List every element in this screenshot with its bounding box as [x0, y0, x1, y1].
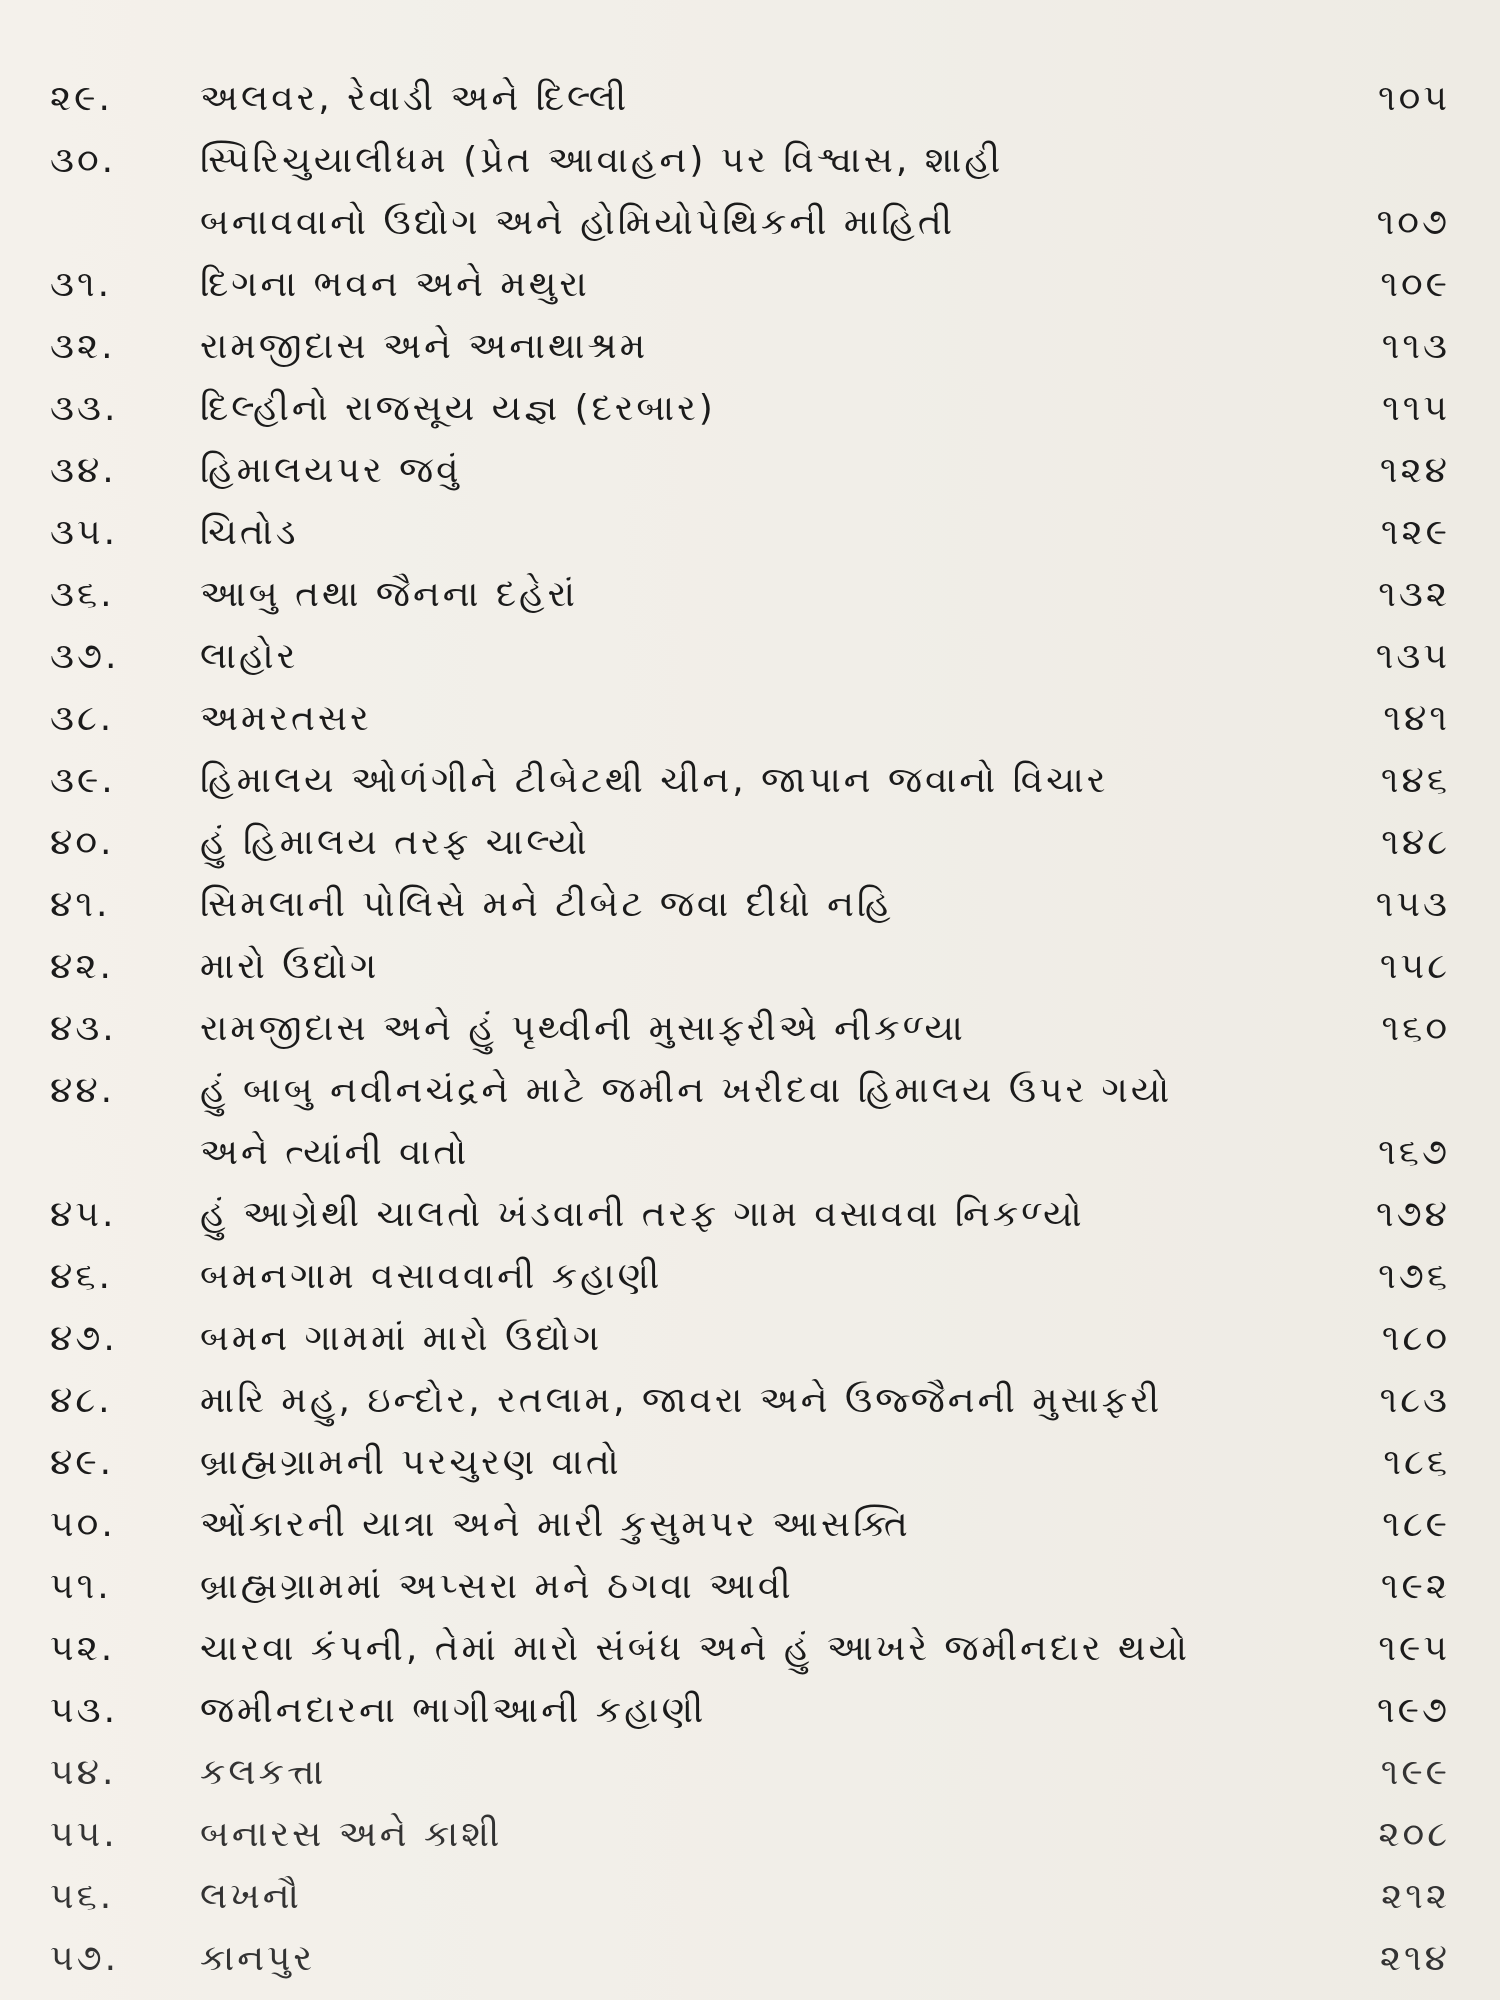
entry-title: મારો ઉદ્યોગ	[200, 946, 380, 987]
entry-page: ૧૪૧	[1383, 698, 1450, 739]
entry-title-line-2: અને ત્યાંની વાતો	[200, 1132, 470, 1173]
entry-title: ચારવા કંપની, તેમાં મારો સંબંધ અને હું આખરે જમીનદાર થયો	[200, 1628, 1191, 1669]
entry-number: ૩૮.	[50, 698, 115, 739]
toc-entry	[50, 812, 1470, 874]
entry-number: ૩૩.	[50, 388, 119, 429]
entry-title: દિલ્હીનો રાજસૂય યજ્ઞ (દરબાર)	[200, 388, 716, 429]
entry-number: ૫૦.	[50, 1504, 116, 1545]
toc-entry	[50, 1556, 1470, 1618]
entry-page: ૧૧૩	[1381, 326, 1450, 367]
entry-number: ૪૨.	[50, 946, 114, 987]
entry-title: બ્રાહ્મગ્રામમાં અપ્સરા મને ઠગવા આવી	[200, 1566, 794, 1607]
entry-number: ૫૪.	[50, 1752, 117, 1793]
entry-title-line-1: સ્પિરિચુયાલીધમ (પ્રેત આવાહન) પર વિશ્વાસ, શાહી	[200, 140, 1004, 181]
entry-title: આબુ તથા જૈનના દહેરાં	[200, 574, 578, 615]
toc-entry	[50, 1432, 1470, 1494]
toc-entry	[50, 1370, 1470, 1432]
toc-entry	[50, 1308, 1470, 1370]
toc-entry	[50, 316, 1470, 378]
toc-entry	[50, 1680, 1470, 1742]
entry-title-line-2: બનાવવાનો ઉદ્યોગ અને હોમિયોપેથિકની માહિતી	[200, 202, 956, 243]
entry-page: ૧૭૬	[1378, 1256, 1450, 1297]
entry-title: ઓંકારની યાત્રા અને મારી કુસુમપર આસક્તિ	[200, 1504, 911, 1545]
toc-entry	[50, 1804, 1470, 1866]
toc-entry	[50, 1866, 1470, 1928]
entry-title: ચિતોડ	[200, 512, 299, 553]
entry-page: ૧૮૬	[1383, 1442, 1450, 1483]
entry-page: ૧૭૪	[1376, 1194, 1450, 1235]
entry-number: ૪૫.	[50, 1194, 117, 1235]
entry-title: રામજીદાસ અને હું પૃથ્વીની મુસાફરીએ નીકળ્યા	[200, 1008, 966, 1049]
entry-title: હિમાલય ઓળંગીને ટીબેટથી ચીન, જાપાન જવાનો વિચાર	[200, 760, 1109, 801]
entry-title: જમીનદારના ભાગીઆની કહાણી	[200, 1690, 707, 1731]
toc-entry	[50, 254, 1470, 316]
entry-number: ૨૯.	[50, 78, 113, 119]
toc-entry	[50, 502, 1470, 564]
entry-page: ૧૩૨	[1378, 574, 1450, 615]
entry-title: અમરતસર	[200, 698, 372, 739]
entry-page: ૧૮૦	[1381, 1318, 1450, 1359]
entry-number: ૫૩.	[50, 1690, 119, 1731]
entry-title: દિગના ભવન અને મથુરા	[200, 264, 590, 305]
toc-entry	[50, 440, 1470, 502]
entry-number: ૫૧.	[50, 1566, 112, 1607]
toc-entry	[50, 874, 1470, 936]
entry-title: કાનપુર	[200, 1938, 316, 1979]
toc-entry	[50, 130, 1470, 254]
entry-page: ૧૩૫	[1375, 636, 1450, 677]
entry-title: બમન ગામમાં મારો ઉદ્યોગ	[200, 1318, 603, 1359]
entry-number: ૫૫.	[50, 1814, 118, 1855]
toc-entry	[50, 750, 1470, 812]
toc-entry	[50, 626, 1470, 688]
entry-page: ૧૯૫	[1378, 1628, 1450, 1669]
entry-number: ૪૪.	[50, 1070, 116, 1111]
entry-title: હું આગ્રેથી ચાલતો ખંડવાની તરફ ગામ વસાવવા નિકળ્યો	[200, 1194, 1085, 1235]
entry-page: ૧૫૮	[1379, 946, 1450, 987]
entry-page: ૧૫૩	[1375, 884, 1450, 925]
entry-title: કલકત્તા	[200, 1752, 327, 1793]
entry-number: ૩૨.	[50, 326, 116, 367]
toc-entry	[50, 68, 1470, 130]
entry-title: લખનૌ	[200, 1876, 302, 1917]
entry-title: હું હિમાલય તરફ ચાલ્યો	[200, 822, 590, 863]
toc-entry	[50, 378, 1470, 440]
entry-number: ૪૬.	[50, 1256, 113, 1297]
entry-number: ૪૦.	[50, 822, 115, 863]
entry-page: ૧૯૭	[1377, 1690, 1450, 1731]
entry-title: અલવર, રેવાડી અને દિલ્લી	[200, 78, 630, 119]
toc-entry	[50, 998, 1470, 1060]
entry-page: ૧૦૯	[1380, 264, 1450, 305]
entry-page: ૧૯૯	[1380, 1752, 1450, 1793]
entry-title: બમનગામ વસાવવાની કહાણી	[200, 1256, 663, 1297]
toc-entry	[50, 688, 1470, 750]
entry-number: ૪૮.	[50, 1380, 113, 1421]
entry-number: ૩૪.	[50, 450, 117, 491]
entry-page: ૧૧૫	[1382, 388, 1450, 429]
entry-page: ૨૧૨	[1381, 1876, 1450, 1917]
toc-entry	[50, 1246, 1470, 1308]
entry-page: ૧૪૬	[1380, 760, 1450, 801]
entry-title: લાહોર	[200, 636, 299, 677]
entry-page: ૧૮૯	[1382, 1504, 1450, 1545]
entry-title-line-1: હું બાબુ નવીનચંદ્રને માટે જમીન ખરીદવા હિમાલય ઉપર ગયો	[200, 1070, 1173, 1111]
entry-title: મારિ મહુ, ઇન્દોર, રતલામ, જાવરા અને ઉજ્જૈનની મુસાફરી	[200, 1380, 1163, 1421]
entry-page: ૧૦૭	[1376, 202, 1450, 243]
entry-page: ૧૮૩	[1379, 1380, 1450, 1421]
entry-page: ૧૦૫	[1378, 78, 1450, 119]
toc-entry	[50, 1494, 1470, 1556]
entry-page: ૧૯૨	[1380, 1566, 1450, 1607]
entry-page: ૧૬૦	[1381, 1008, 1450, 1049]
entry-title	[200, 130, 1360, 254]
entry-number: ૫૬.	[50, 1876, 115, 1917]
table-of-contents	[50, 68, 1470, 1990]
entry-title: હિમાલયપર જવું	[200, 450, 462, 491]
toc-entry	[50, 1060, 1470, 1184]
toc-entry	[50, 564, 1470, 626]
entry-number: ૩૭.	[50, 636, 120, 677]
entry-page: ૨૦૮	[1378, 1814, 1450, 1855]
entry-page: ૧૬૭	[1378, 1132, 1450, 1173]
toc-entry	[50, 1184, 1470, 1246]
entry-number: ૩૯.	[50, 760, 116, 801]
entry-number: ૪૧.	[50, 884, 111, 925]
entry-number: ૫૭.	[50, 1938, 120, 1979]
entry-number: ૪૯.	[50, 1442, 115, 1483]
entry-title: રામજીદાસ અને અનાથાશ્રમ	[200, 326, 649, 367]
toc-entry	[50, 1928, 1470, 1990]
entry-title: બ્રાહ્મગ્રામની પરચુરણ વાતો	[200, 1442, 622, 1483]
toc-entry	[50, 1618, 1470, 1680]
entry-number: ૩૫.	[50, 512, 119, 553]
toc-entry	[50, 936, 1470, 998]
entry-page: ૧૨૯	[1380, 512, 1450, 553]
entry-title: સિમલાની પોલિસે મને ટીબેટ જવા દીધો નહિ	[200, 884, 894, 925]
entry-number: ૪૩.	[50, 1008, 117, 1049]
entry-number: ૪૭.	[50, 1318, 118, 1359]
entry-page: ૨૧૪	[1379, 1938, 1450, 1979]
entry-page: ૧૪૮	[1381, 822, 1450, 863]
toc-entry	[50, 1742, 1470, 1804]
entry-title: બનારસ અને કાશી	[200, 1814, 503, 1855]
entry-title	[200, 1060, 1360, 1184]
entry-number: ૫૨.	[50, 1628, 116, 1669]
entry-number: ૩૧.	[50, 264, 113, 305]
entry-number: ૩૦.	[50, 140, 117, 181]
entry-page: ૧૨૪	[1379, 450, 1450, 491]
entry-number: ૩૬.	[50, 574, 115, 615]
